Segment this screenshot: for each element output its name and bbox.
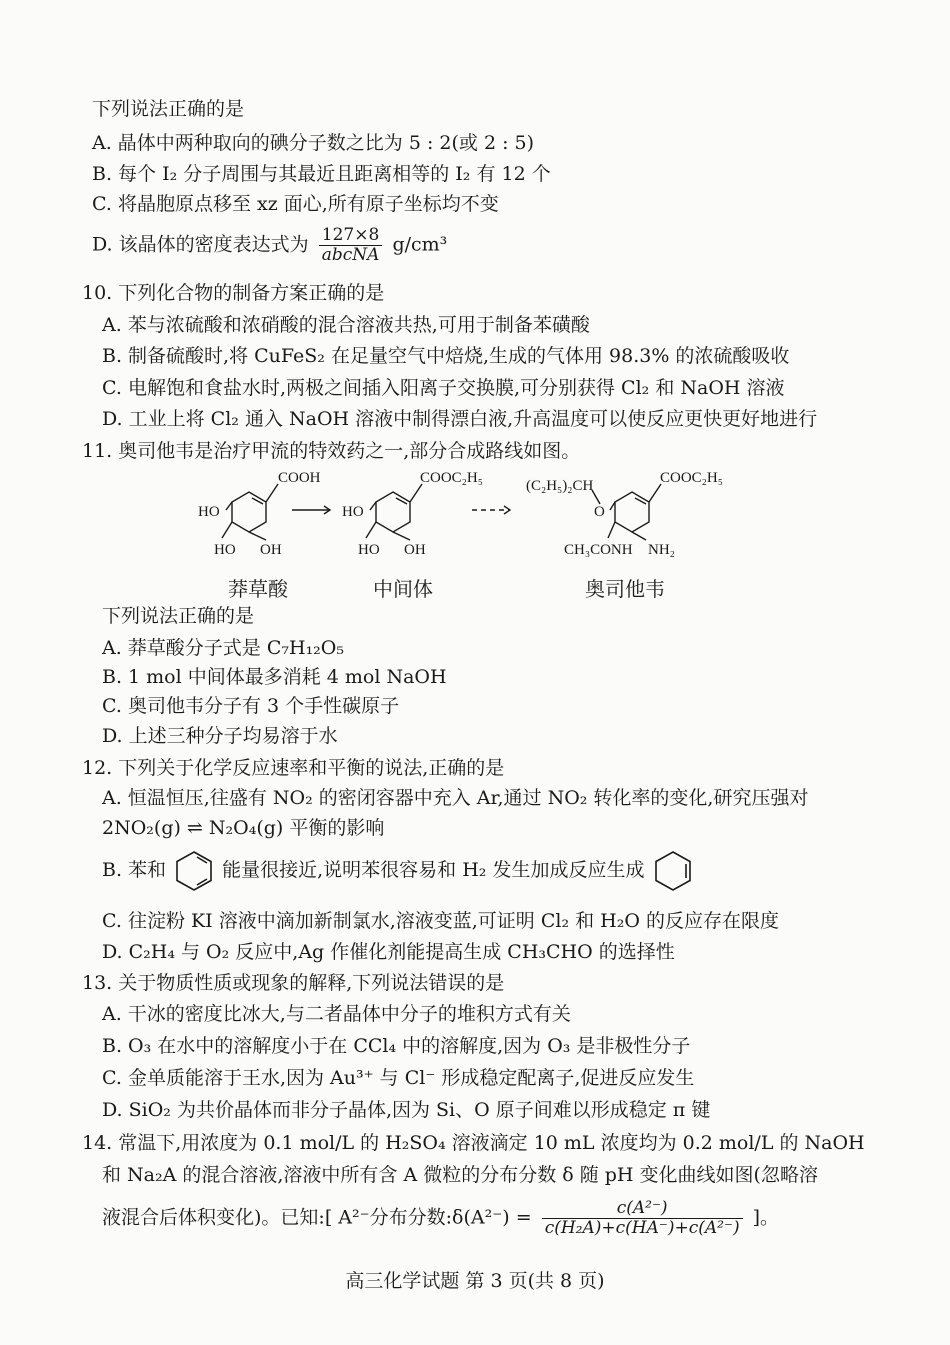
- q13-option-c: C. 金单质能溶于王水,因为 Au³⁺ 与 Cl⁻ 形成稳定配离子,促进反应发生: [102, 1067, 695, 1089]
- cyclohexene-structure: [651, 849, 695, 893]
- density-unit: g/cm³: [392, 233, 448, 256]
- density-denominator: abcNA: [321, 245, 380, 265]
- q12-b-text1: B. 苯和: [102, 859, 167, 881]
- q10-option-b: B. 制备硫酸时,将 CuFeS₂ 在足量空气中焙烧,生成的气体用 98.3% 的浓硫酸吸收: [102, 345, 790, 367]
- mol1-ho-left: HO: [198, 504, 220, 520]
- q12-option-b: [102, 848, 695, 893]
- q9-d-prefix: D. 该晶体的密度表达式为: [92, 233, 309, 256]
- q11-stem: 11. 奥司他韦是治疗甲流的特效药之一,部分合成路线如图。: [82, 440, 581, 462]
- mol1-ho-bottom: HO: [214, 542, 236, 558]
- q10-option-c: C. 电解饱和食盐水时,两极之间插入阳离子交换膜,可分别获得 Cl₂ 和 NaOH 溶液: [102, 377, 785, 399]
- q11-option-b: B. 1 mol 中间体最多消耗 4 mol NaOH: [102, 666, 447, 688]
- q14-line2: 和 Na₂A 的混合溶液,溶液中所有含 A 微粒的分布分数 δ 随 pH 变化曲线如图(忽略溶: [102, 1164, 818, 1186]
- q13-option-b: B. O₃ 在水中的溶解度小于在 CCl₄ 中的溶解度,因为 O₃ 是非极性分子: [102, 1035, 691, 1057]
- label-intermediate: 中间体: [373, 577, 433, 601]
- distribution-fraction: [542, 1199, 743, 1238]
- q11-option-d: D. 上述三种分子均易溶于水: [102, 725, 338, 747]
- q10-option-a: A. 苯与浓硫酸和浓硝酸的混合溶液共热,可用于制备苯磺酸: [102, 314, 590, 336]
- q14-line1: 14. 常温下,用浓度为 0.1 mol/L 的 H₂SO₄ 溶液滴定 10 mL 浓度均为 0.2 mol/L 的 NaOH: [82, 1132, 865, 1154]
- q12-option-d: D. C₂H₄ 与 O₂ 反应中,Ag 作催化剂能提高生成 CH₃CHO 的选择性: [102, 941, 675, 963]
- mol1-oh: OH: [260, 542, 282, 558]
- q12-option-a-line1: A. 恒温恒压,往盛有 NO₂ 的密闭容器中充入 Ar,通过 NO₂ 转化率的变化,研究压强对: [102, 787, 809, 809]
- mol3-oxygen: O: [594, 504, 605, 520]
- q10-option-d: D. 工业上将 Cl₂ 通入 NaOH 溶液中制得漂白液,升高温度可以使反应更快更好地进行: [102, 408, 818, 430]
- q9-option-c: C. 将晶胞原点移至 xz 面心,所有原子坐标均不变: [92, 193, 499, 215]
- mol2-ho-left: HO: [342, 504, 364, 520]
- fraction-denominator: c(H₂A)+c(HA⁻)+c(A²⁻): [544, 1218, 740, 1238]
- q13-option-d: D. SiO₂ 为共价晶体而非分子晶体,因为 Si、O 原子间难以形成稳定 π 键: [102, 1099, 711, 1121]
- mol3-ether-group: (C₂H₅)₂CH: [526, 478, 594, 494]
- q11-option-c: C. 奥司他韦分子有 3 个手性碳原子: [102, 695, 400, 717]
- q12-option-c: C. 往淀粉 KI 溶液中滴加新制氯水,溶液变蓝,可证明 Cl₂ 和 H₂O 的反应存在限度: [102, 910, 779, 932]
- mol3-amino: NH₂: [648, 542, 675, 558]
- density-fraction: [319, 226, 383, 265]
- page-footer: 高三化学试题 第 3 页(共 8 页): [345, 1270, 605, 1292]
- q14-line3-suffix: ]。: [752, 1206, 780, 1229]
- mol2-ho-bottom: HO: [358, 542, 380, 558]
- mol3-acetamido: CH₃CONH: [564, 542, 633, 558]
- label-oseltamivir: 奥司他韦: [585, 577, 665, 601]
- q13-option-a: A. 干冰的密度比冰大,与二者晶体中分子的堆积方式有关: [102, 1003, 571, 1025]
- mol2-ester: COOC₂H₅: [420, 470, 483, 486]
- mol2-oh: OH: [404, 542, 426, 558]
- q13-stem: 13. 关于物质性质或现象的解释,下列说法错误的是: [82, 972, 505, 994]
- label-shikimic-acid: 莽草酸: [228, 577, 288, 601]
- synthesis-scheme: [180, 462, 780, 574]
- q11-option-a: A. 莽草酸分子式是 C₇H₁₂O₅: [102, 637, 344, 659]
- mol1-cooh: COOH: [278, 470, 321, 486]
- q9-stem: 下列说法正确的是: [92, 98, 245, 120]
- q11-stem2: 下列说法正确的是: [102, 605, 255, 627]
- q12-stem: 12. 下列关于化学反应速率和平衡的说法,正确的是: [82, 757, 505, 779]
- q14-line3-prefix: 液混合后体积变化)。已知:[ A²⁻分布分数:δ(A²⁻) =: [102, 1206, 532, 1229]
- q10-stem: 10. 下列化合物的制备方案正确的是: [82, 282, 385, 304]
- q14-line3: [102, 1199, 779, 1238]
- fraction-numerator: c(A²⁻): [542, 1199, 743, 1219]
- q12-b-text2: 能量很接近,说明苯很容易和 H₂ 发生加成反应生成: [222, 859, 645, 881]
- q9-option-b: B. 每个 I₂ 分子周围与其最近且距离相等的 I₂ 有 12 个: [92, 163, 551, 185]
- cyclohexadiene-structure: [172, 849, 216, 893]
- mol3-ester: COOC₂H₅: [660, 470, 723, 486]
- q9-option-a: A. 晶体中两种取向的碘分子数之比为 5 : 2(或 2 : 5): [92, 132, 535, 154]
- q12-option-a-line2: 2NO₂(g) ⇌ N₂O₄(g) 平衡的影响: [102, 817, 385, 839]
- density-numerator: 127×8: [319, 226, 383, 246]
- q9-option-d: [92, 226, 447, 265]
